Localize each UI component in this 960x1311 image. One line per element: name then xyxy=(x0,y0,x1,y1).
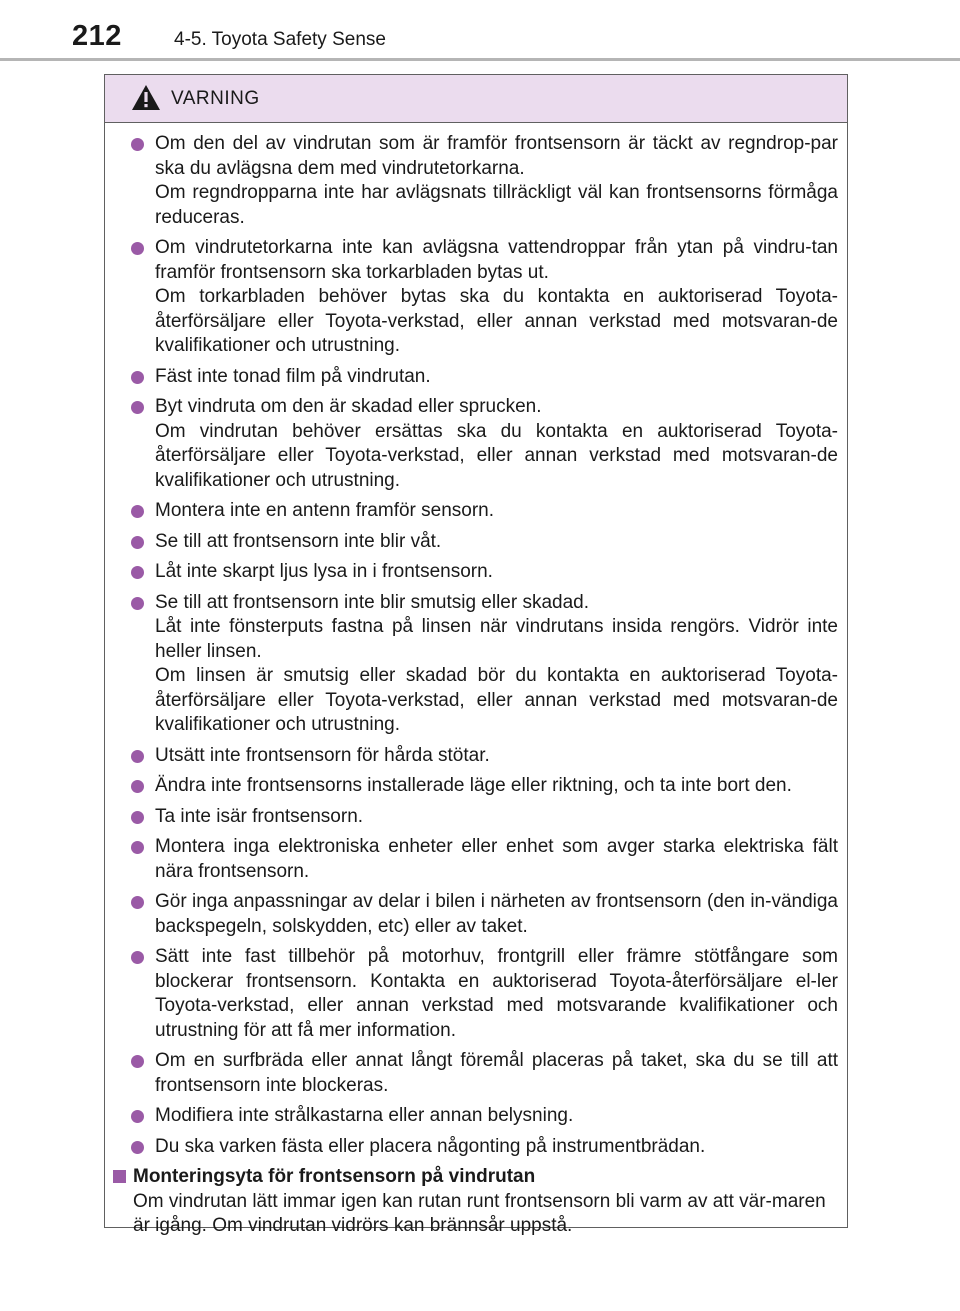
bullet-dot-icon xyxy=(131,597,144,610)
warning-list xyxy=(105,132,846,1159)
list-item-text: Ändra inte frontsensorns installerade läge eller riktning, och ta inte bort den. xyxy=(155,775,792,796)
list-item xyxy=(105,1135,846,1160)
list-item-text: Låt inte skarpt ljus lysa in i frontsensorn. xyxy=(155,561,493,582)
header-divider xyxy=(0,58,960,61)
list-item-text: Gör inga anpassningar av delar i bilen i närheten av frontsensorn (den in-vändiga backspegeln, solskydden, etc) eller av taket. xyxy=(155,891,838,937)
list-item xyxy=(105,1104,846,1129)
bullet-dot-icon xyxy=(131,371,144,384)
bullet-dot-icon xyxy=(131,1110,144,1123)
list-item-text: Om regndropparna inte har avlägsnats tillräckligt väl kan frontsensorns förmåga reduceras. xyxy=(155,182,838,228)
list-item-text: Utsätt inte frontsensorn för hårda stötar. xyxy=(155,744,490,766)
list-item xyxy=(105,774,846,799)
page-number: 212 xyxy=(72,20,122,52)
list-item xyxy=(105,236,846,359)
list-item-text: Om vindrutan behöver ersättas ska du kontakta en auktoriserad Toyota-återförsäljare eller Toyota-verkstad, eller annan verkstad med motsvaran-de kvalifikationer och utrustning. xyxy=(155,420,838,491)
bullet-dot-icon xyxy=(131,505,144,518)
bullet-dot-icon xyxy=(131,1055,144,1068)
list-item xyxy=(105,1049,846,1098)
list-item xyxy=(105,591,846,738)
warning-header xyxy=(105,75,847,123)
list-item xyxy=(105,945,846,1043)
list-item-text: Montera inte en antenn framför sensorn. xyxy=(155,500,495,521)
list-item xyxy=(105,560,846,585)
square-marker-icon xyxy=(113,1170,126,1183)
bullet-dot-icon xyxy=(131,1141,144,1154)
warning-box xyxy=(104,74,848,1236)
list-item xyxy=(105,395,846,493)
bullet-dot-icon xyxy=(131,811,144,824)
warning-triangle-icon xyxy=(131,84,161,111)
list-item xyxy=(105,132,846,230)
subsection-title: Monteringsyta för frontsensorn på vindrutan xyxy=(133,1166,536,1187)
list-item-text: Om torkarbladen behöver bytas ska du kontakta en auktoriserad Toyota-återförsäljare eller Toyota-verkstad, eller annan verkstad med motsvaran-de kvalifikationer och utrustning. xyxy=(155,286,838,356)
page-header xyxy=(0,0,960,62)
list-item-text: Byt vindruta om den är skadad eller sprucken. xyxy=(155,396,542,417)
list-item-text: Om en surfbräda eller annat långt föremål placeras på taket, ska du se till att frontsensorn inte blockeras. xyxy=(155,1050,838,1096)
list-item-text: Fäst inte tonad film på vindrutan. xyxy=(155,365,431,387)
warning-content xyxy=(105,132,846,1239)
list-item-text: Modifiera inte strålkastarna eller annan belysning. xyxy=(155,1105,574,1126)
list-item-text: Om den del av vindrutan som är framför frontsensorn är täckt av regndrop-par ska du avlägsna dem med vindrutetorkarna. xyxy=(155,133,838,179)
list-item-text: Du ska varken fästa eller placera någonting på instrumentbrädan. xyxy=(155,1135,706,1157)
list-item xyxy=(105,890,846,939)
subsection-body: Om vindrutan lätt immar igen kan rutan runt frontsensorn bli varm av att vär-maren är igång. Om vindrutan vidrörs kan brännsår uppstå. xyxy=(133,1190,826,1236)
list-item-text: Om linsen är smutsig eller skadad bör du kontakta en auktoriserad Toyota-återförsäljare eller Toyota-verkstad, eller annan verkstad med motsvaran-de kvalifikationer och utrustning. xyxy=(155,665,838,735)
list-item xyxy=(105,499,846,524)
bullet-dot-icon xyxy=(131,536,144,549)
list-item xyxy=(105,835,846,884)
bullet-dot-icon xyxy=(131,896,144,909)
list-item-text: Se till att frontsensorn inte blir smutsig eller skadad. xyxy=(155,591,590,613)
list-item xyxy=(105,744,846,769)
list-item-text: Om vindrutetorkarna inte kan avlägsna vattendroppar från ytan på vindru-tan framför frontsensorn ska torkarbladen bytas ut. xyxy=(155,237,838,283)
warning-label: VARNING xyxy=(171,88,260,109)
list-item-text: Sätt inte fast tillbehör på motorhuv, frontgrill eller främre stötfångare som blockerar frontsensorn. Kontakta en auktoriserad Toyota-återförsäljare el-ler Toyota-verkstad, eller annan verkstad med motsvarande kvalifikationer och utrustning för att få mer information. xyxy=(155,946,838,1041)
list-item xyxy=(105,805,846,830)
list-item-text: Se till att frontsensorn inte blir våt. xyxy=(155,530,442,552)
bullet-dot-icon xyxy=(131,138,144,151)
bullet-dot-icon xyxy=(131,841,144,854)
section-title: 4-5. Toyota Safety Sense xyxy=(174,29,386,50)
bullet-dot-icon xyxy=(131,401,144,414)
list-item xyxy=(105,530,846,555)
bullet-dot-icon xyxy=(131,566,144,579)
list-item-text: Montera inga elektroniska enheter eller enhet som avger starka elektriska fält nära frontsensorn. xyxy=(155,836,838,882)
bullet-dot-icon xyxy=(131,951,144,964)
subsection xyxy=(105,1165,846,1239)
bullet-dot-icon xyxy=(131,750,144,763)
bullet-dot-icon xyxy=(131,242,144,255)
list-item-text: Låt inte fönsterputs fastna på linsen när vindrutans insida rengörs. Vidrör inte heller linsen. xyxy=(155,616,838,662)
list-item-text: Ta inte isär frontsensorn. xyxy=(155,805,364,827)
bullet-dot-icon xyxy=(131,780,144,793)
list-item xyxy=(105,365,846,390)
